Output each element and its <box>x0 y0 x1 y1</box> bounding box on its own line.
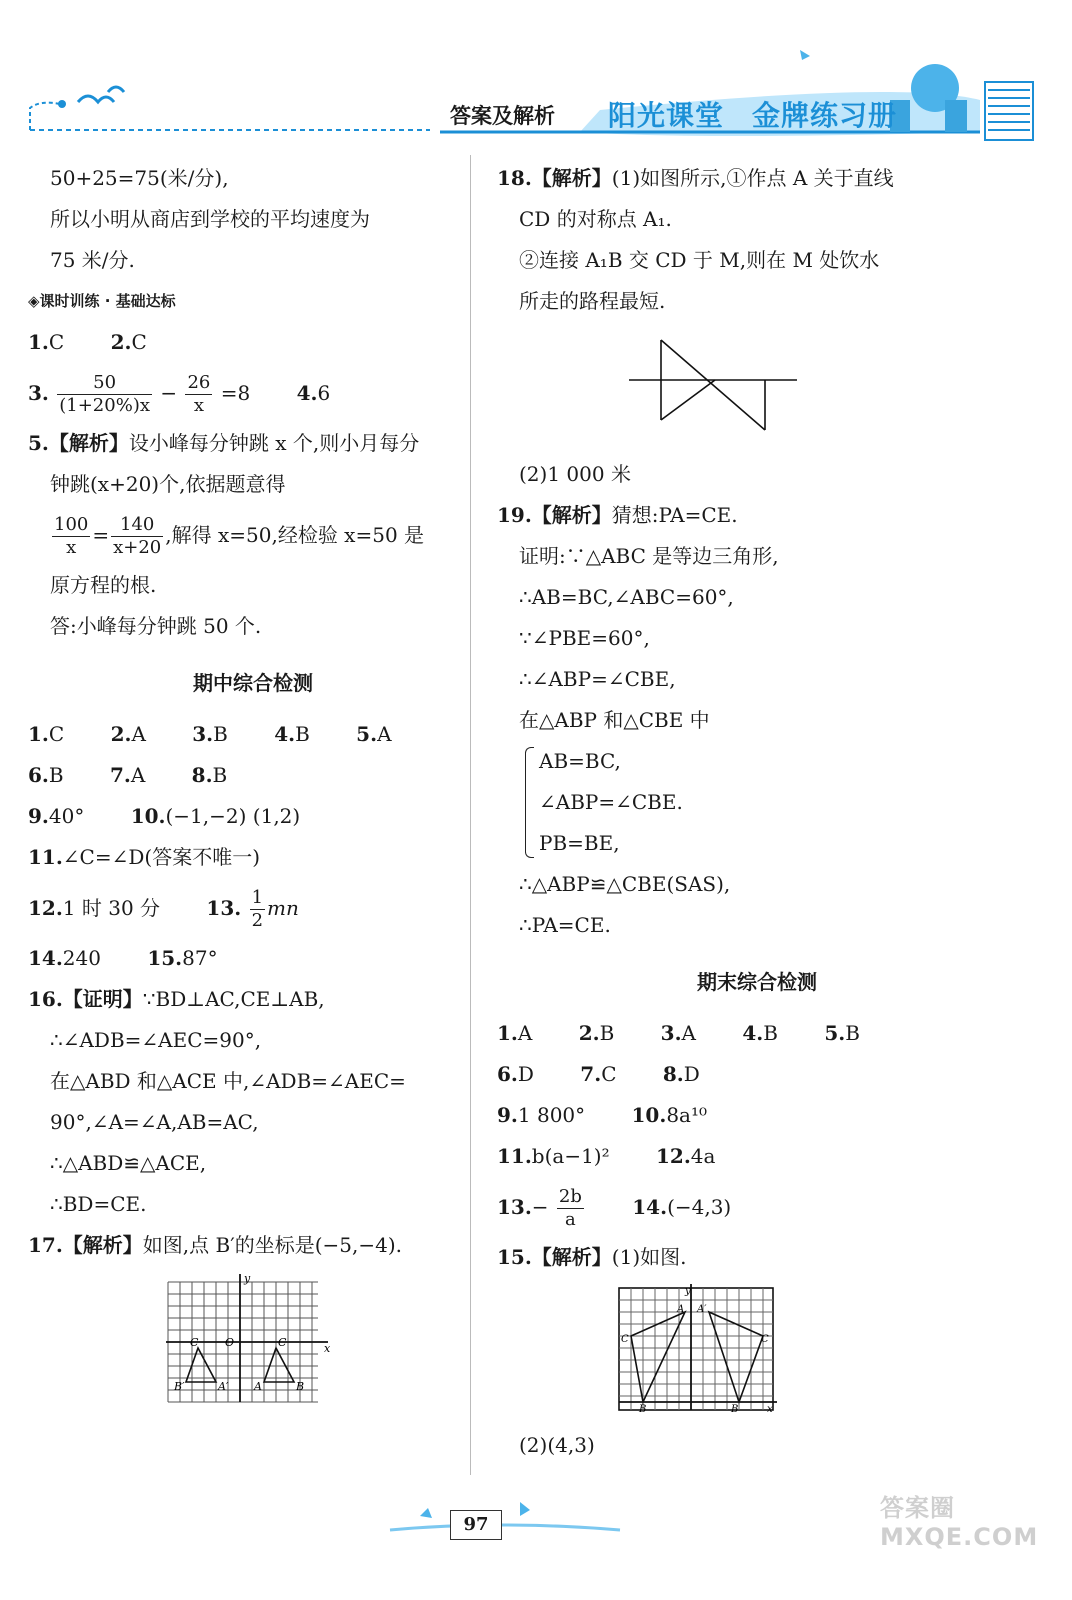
answer-row <box>497 1237 1017 1278</box>
operator: − <box>531 1195 549 1219</box>
watermark: 答案圈 MXQE.COM <box>880 1494 1039 1551</box>
question-number: 3. <box>192 722 214 746</box>
question-number: 3. <box>660 1021 682 1045</box>
fraction: $\frac{2b}{a}$ <box>558 1186 582 1230</box>
answer-row <box>497 1095 1017 1136</box>
section-title: 期末综合检测 <box>697 970 817 994</box>
page-number: 97 <box>450 1510 502 1540</box>
question-number: 13. <box>497 1195 532 1219</box>
question-number: 2. <box>578 1021 600 1045</box>
answer: (−1,−2) (1,2) <box>165 804 301 828</box>
point-label: B <box>639 1404 647 1415</box>
question-number: 3. <box>28 381 49 405</box>
bird-icon <box>78 96 114 102</box>
point-label: A <box>254 1380 262 1393</box>
point-label: C <box>190 1336 199 1349</box>
answer: A <box>130 763 146 787</box>
question-number: 9. <box>497 1103 518 1127</box>
question-number: 18.【解析】 <box>497 166 612 190</box>
text-line: 75 米/分. <box>50 248 135 272</box>
text-line: 所走的路程最短. <box>519 289 666 313</box>
answer-row <box>497 158 1017 199</box>
text-line: CD 的对称点 A₁. <box>519 207 672 231</box>
question-number: 5. <box>824 1021 846 1045</box>
answer: 1 800° <box>517 1103 586 1127</box>
text: 猜想:PA=CE. <box>611 503 738 527</box>
axis-label: x <box>324 1342 331 1355</box>
header-brand <box>608 94 925 134</box>
question-number: 5.【解析】 <box>28 431 129 455</box>
answer-row <box>28 322 478 363</box>
answer-row <box>28 837 478 878</box>
question-number: 8. <box>191 763 213 787</box>
text-line: ∵∠PBE=60°, <box>519 626 650 650</box>
text-line: 在△ABD 和△ACE 中,∠ADB=∠AEC= <box>50 1069 406 1093</box>
point-label: O <box>225 1336 235 1349</box>
answer: 40° <box>48 804 85 828</box>
text-line: 钟跳(x+20)个,依据题意得 <box>50 472 286 496</box>
answer: 6 <box>317 381 331 405</box>
pinwheel-icon-2 <box>520 1502 530 1516</box>
answer: B <box>212 763 228 787</box>
text-line: 证明:∵△ABC 是等边三角形, <box>519 544 779 568</box>
question-number: 5. <box>356 722 378 746</box>
text-line: ∴BD=CE. <box>50 1192 147 1216</box>
question-number: 9. <box>28 804 49 828</box>
brand-name-2: 金牌练习册 <box>752 99 898 132</box>
answer-row <box>28 363 478 423</box>
page-header <box>0 0 1072 150</box>
text-line: ∴∠ABP=∠CBE, <box>519 667 676 691</box>
answer: b(a−1)² <box>531 1144 610 1168</box>
answer-row <box>28 714 478 755</box>
question-number: 13. <box>206 896 242 920</box>
answer: mn <box>267 896 299 920</box>
question-number: 1. <box>497 1021 518 1045</box>
brace-system <box>497 741 1017 864</box>
answer-row <box>28 423 478 464</box>
text-line: 所以小明从商店到学校的平均速度为 <box>50 207 370 231</box>
text-line: 50+25=75(米/分), <box>50 166 229 190</box>
question-number: 4. <box>296 381 318 405</box>
right-column <box>497 158 1017 1466</box>
answer: C <box>48 722 65 746</box>
fraction: $\frac{50}{(1+20\%)x}$ <box>59 372 150 416</box>
answer: C <box>48 330 65 354</box>
answer-row <box>28 878 478 938</box>
operator: = <box>92 523 110 547</box>
answer: B <box>763 1021 778 1045</box>
text-line: ∴PA=CE. <box>519 913 611 937</box>
equation-tail: =8 <box>220 381 251 405</box>
question-number: 12. <box>28 896 63 920</box>
fraction: $\frac{1}{2}$ <box>251 887 264 931</box>
answer-row <box>497 1054 1017 1095</box>
text-line: ∴AB=BC,∠ABC=60°, <box>519 585 734 609</box>
text-line: AB=BC, <box>539 749 621 773</box>
left-column <box>28 158 478 1413</box>
answer-row <box>497 1136 1017 1177</box>
question-number: 12. <box>656 1144 691 1168</box>
question-number: 19.【解析】 <box>497 503 612 527</box>
answer: (−4,3) <box>667 1195 732 1219</box>
question-number: 14. <box>28 946 63 970</box>
question-number: 15. <box>147 946 183 970</box>
answer-row <box>28 1225 478 1266</box>
answer: 1 时 30 分 <box>62 896 161 920</box>
question-number: 7. <box>580 1062 602 1086</box>
brace-group <box>519 741 1017 864</box>
answer-row <box>497 1177 1017 1237</box>
brand-name-1: 阳光课堂 <box>608 99 725 132</box>
text-line: 答:小峰每分钟跳 50 个. <box>50 614 262 638</box>
axis-label: x <box>767 1404 773 1415</box>
operator: − <box>160 381 178 405</box>
fraction: $\frac{140}{x+20}$ <box>113 514 162 558</box>
figure-18-diagram <box>627 328 827 448</box>
text-line: (2)1 000 米 <box>519 462 631 486</box>
question-number: 6. <box>497 1062 518 1086</box>
pinwheel-icon <box>420 1508 432 1518</box>
answer: B <box>295 722 310 746</box>
question-number: 4. <box>274 722 296 746</box>
question-number: 1. <box>28 330 49 354</box>
text: ,解得 x=50,经检验 x=50 是 <box>165 523 425 547</box>
answer: C <box>601 1062 617 1086</box>
figure-15-grid <box>617 1284 817 1419</box>
question-number: 17.【解析】 <box>28 1233 143 1257</box>
question-number: 4. <box>742 1021 764 1045</box>
text-line: 原方程的根. <box>50 573 157 597</box>
question-number: 11. <box>497 1144 532 1168</box>
answer: C <box>131 330 147 354</box>
bird-icon-2 <box>108 87 124 92</box>
question-number: 14. <box>632 1195 668 1219</box>
question-number: 6. <box>28 763 49 787</box>
text: 如图,点 B′的坐标是(−5,−4). <box>142 1233 403 1257</box>
point-label: A′ <box>697 1304 707 1315</box>
point-label: C <box>621 1334 629 1345</box>
text-line: PB=BE, <box>539 831 620 855</box>
question-number: 8. <box>662 1062 684 1086</box>
answer: 4a <box>690 1144 716 1168</box>
answer-row <box>28 938 478 979</box>
answer: D <box>517 1062 534 1086</box>
point-label: B′ <box>174 1380 185 1393</box>
answer-row <box>28 979 478 1020</box>
answer-row <box>497 1013 1017 1054</box>
question-number: 15.【解析】 <box>497 1245 612 1269</box>
text-line: (2)(4,3) <box>519 1433 595 1457</box>
answer: 240 <box>62 946 101 970</box>
text-line: ∴∠ADB=∠AEC=90°, <box>50 1028 262 1052</box>
answer: A <box>517 1021 533 1045</box>
answer: D <box>683 1062 700 1086</box>
axis-label: y <box>685 1286 691 1297</box>
question-number: 16.【证明】 <box>28 987 143 1011</box>
point-label: C <box>278 1336 287 1349</box>
answer: ∠C=∠D(答案不唯一) <box>62 845 261 869</box>
question-number: 11. <box>28 845 63 869</box>
text: ∵BD⊥AC,CE⊥AB, <box>142 987 325 1011</box>
figure-17-grid <box>158 1272 358 1407</box>
answer: B <box>213 722 228 746</box>
answer: B <box>599 1021 615 1045</box>
answer-row <box>28 796 478 837</box>
answer: A <box>681 1021 696 1045</box>
question-number: 2. <box>110 722 132 746</box>
answer-row <box>28 755 478 796</box>
text-line: ∴△ABP≌△CBE(SAS), <box>519 872 731 896</box>
axis-label: y <box>244 1272 251 1285</box>
text-line: 在△ABP 和△CBE 中 <box>519 708 710 732</box>
text-line: ②连接 A₁B 交 CD 于 M,则在 M 处饮水 <box>519 248 880 272</box>
point-label: B <box>731 1404 739 1415</box>
question-number: 1. <box>28 722 49 746</box>
point-label: A <box>677 1304 685 1315</box>
fraction: $\frac{26}{x}$ <box>187 372 211 416</box>
section-title: 期中综合检测 <box>193 671 313 695</box>
text-line: ∠ABP=∠CBE. <box>539 790 683 814</box>
question-number: 2. <box>110 330 132 354</box>
text-line <box>28 505 478 565</box>
footer-decoration <box>380 1480 630 1540</box>
question-number: 7. <box>109 763 131 787</box>
answer: B <box>48 763 64 787</box>
fraction: $\frac{100}{x}$ <box>54 514 89 558</box>
answer-row <box>497 495 1017 536</box>
question-number: 10. <box>631 1103 667 1127</box>
answer: A <box>131 722 146 746</box>
text: (1)如图所示,①作点 A 关于直线 <box>611 166 894 190</box>
answer: A <box>377 722 392 746</box>
answer: B <box>845 1021 860 1045</box>
point-label: C <box>761 1334 769 1345</box>
text: (1)如图. <box>611 1245 687 1269</box>
header-title: 答案及解析 <box>450 104 555 128</box>
section-badge: ◈课时训练 · 基础达标 <box>28 292 176 310</box>
text-line: 90°,∠A=∠A,AB=AC, <box>50 1110 259 1134</box>
point-label: A′ <box>218 1380 229 1393</box>
text: 设小峰每分钟跳 x 个,则小月每分 <box>128 431 420 455</box>
answer: 8a¹⁰ <box>666 1103 707 1127</box>
point-label: B <box>296 1380 305 1393</box>
text-line: ∴△ABD≌△ACE, <box>50 1151 207 1175</box>
question-number: 10. <box>130 804 166 828</box>
answer: 87° <box>182 946 218 970</box>
